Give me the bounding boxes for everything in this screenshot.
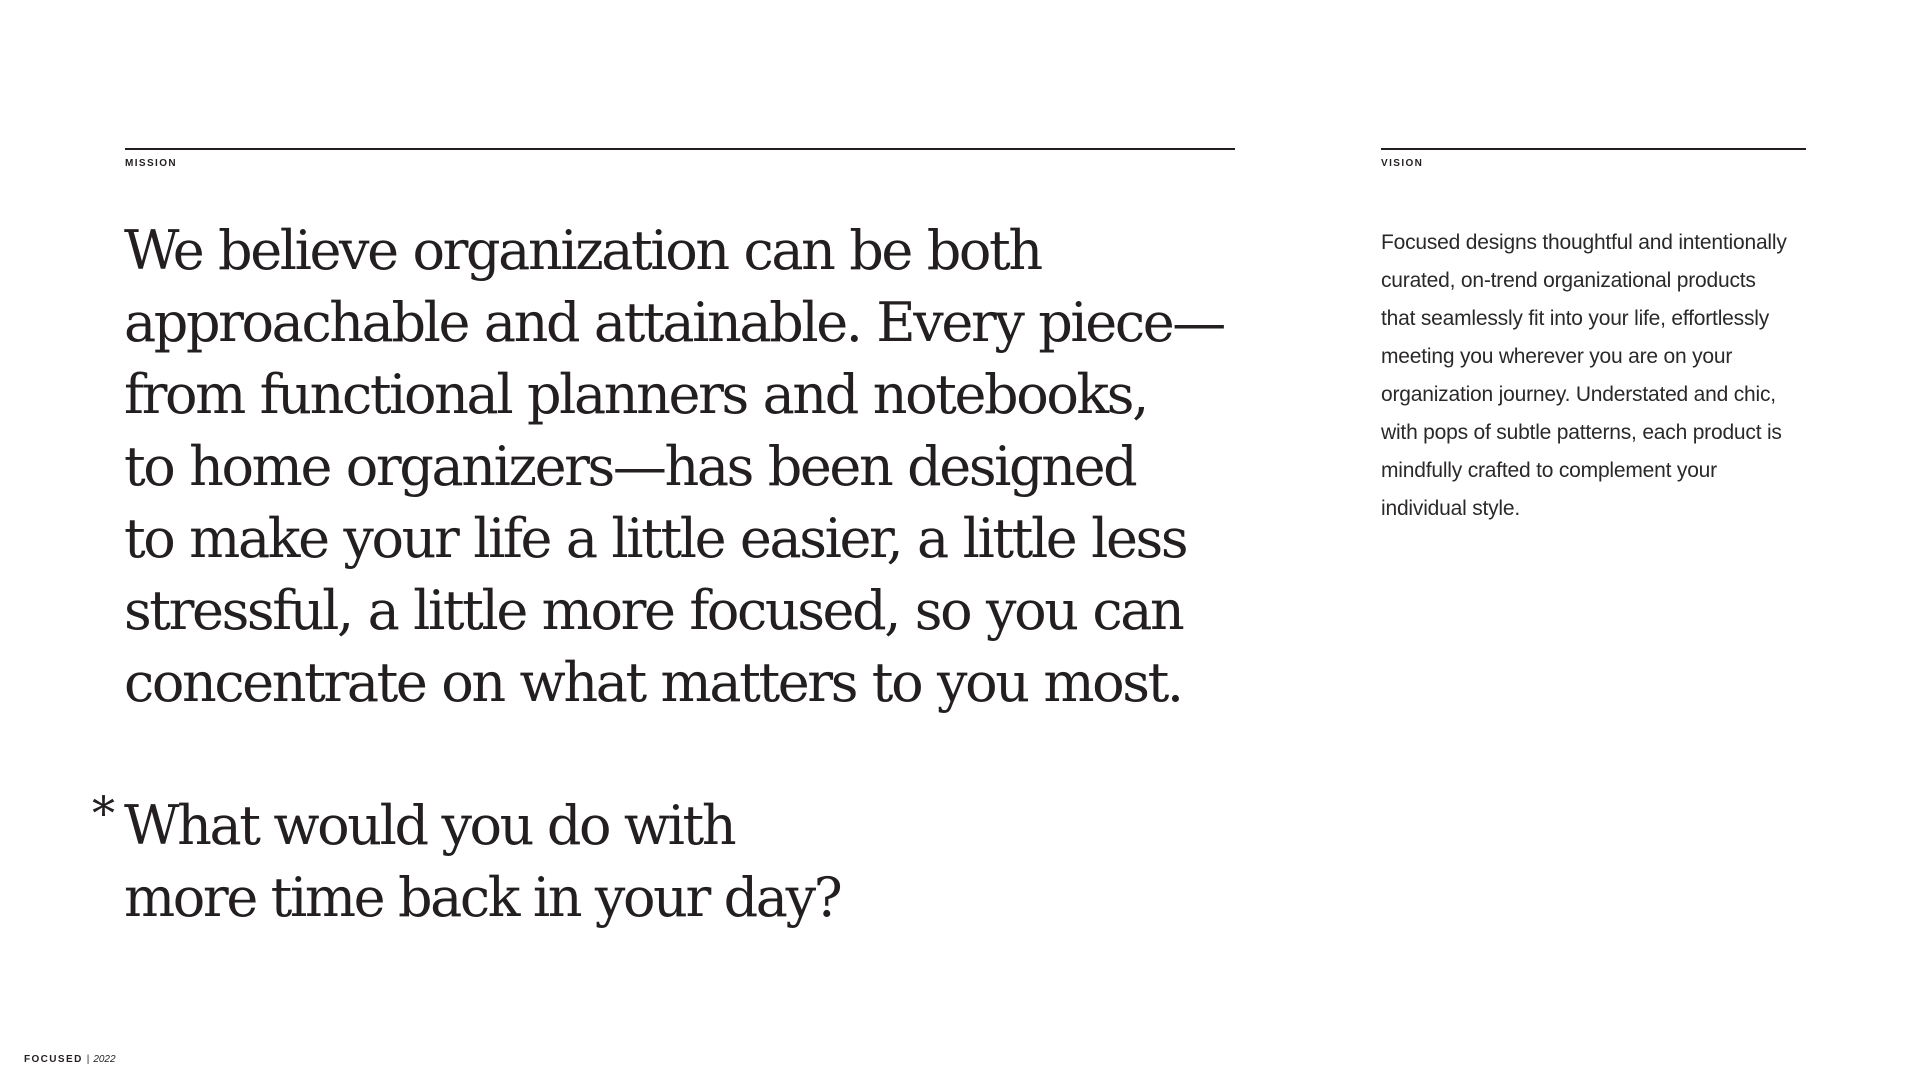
mission-statement-line: approachable and attainable. Every piece—: [124, 291, 1224, 354]
vision-text-line: Focused designs thoughtful and intentionally: [1381, 231, 1787, 254]
closing-question-line: more time back in your day?: [124, 866, 841, 929]
mission-statement-line: to home organizers—has been designed: [124, 435, 1136, 498]
vision-text-line: meeting you wherever you are on your: [1381, 345, 1733, 368]
vision-text-line: with pops of subtle patterns, each product is: [1381, 421, 1782, 444]
footer-year: 2022: [93, 1054, 116, 1065]
vision-text-line: that seamlessly fit into your life, effortlessly: [1381, 307, 1770, 330]
mission-statement: [124, 215, 1224, 719]
vision-divider: [1381, 148, 1806, 150]
vision-text-line: curated, on-trend organizational products: [1381, 269, 1756, 292]
footer: [24, 1054, 116, 1065]
vision-text-line: organization journey. Understated and chic,: [1381, 383, 1776, 406]
mission-statement-line: from functional planners and notebooks,: [124, 363, 1147, 426]
vision-text-line: individual style.: [1381, 497, 1521, 520]
footer-brand: FOCUSED: [24, 1054, 83, 1065]
vision-text: [1381, 224, 1821, 528]
mission-statement-line: We believe organization can be both: [124, 219, 1041, 282]
mission-label: MISSION: [125, 158, 178, 169]
mission-divider: [125, 148, 1235, 150]
closing-question: [124, 790, 1024, 934]
asterisk-mark: *: [92, 786, 115, 840]
mission-statement-line: concentrate on what matters to you most.: [124, 651, 1182, 714]
vision-text-line: mindfully crafted to complement your: [1381, 459, 1717, 482]
mission-statement-line: stressful, a little more focused, so you can: [124, 579, 1183, 642]
mission-statement-line: to make your life a little easier, a little less: [124, 507, 1187, 570]
vision-label: VISION: [1381, 158, 1424, 169]
closing-question-line: What would you do with: [124, 794, 735, 857]
footer-separator: |: [86, 1054, 90, 1065]
